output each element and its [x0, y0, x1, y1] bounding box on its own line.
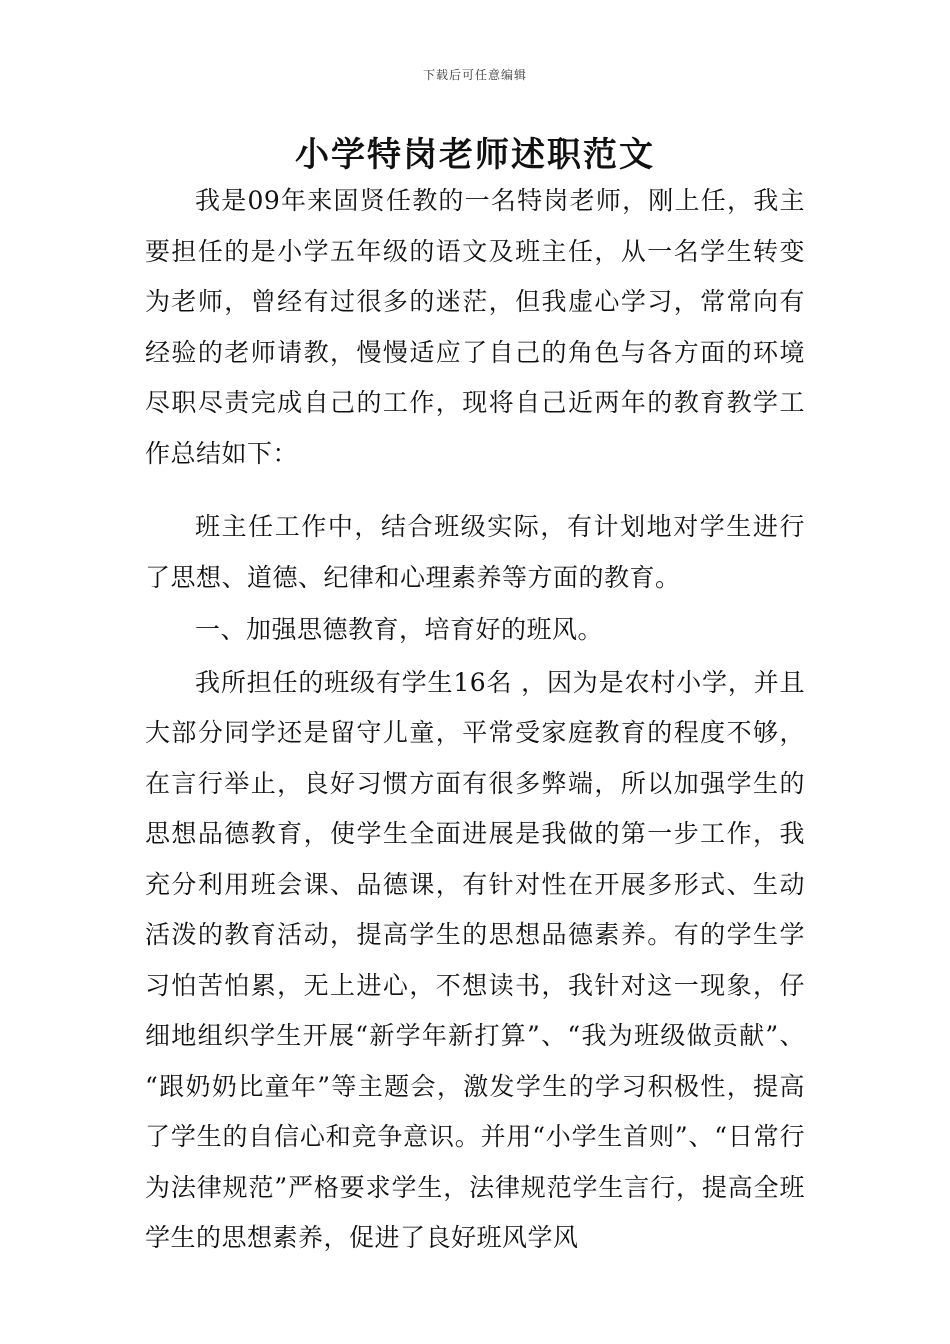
- section-heading-1: 一、加强思德教育，培育好的班风。: [195, 615, 604, 644]
- header-note: 下载后可任意编辑: [422, 68, 527, 82]
- paragraph-section-1: 我所担任的班级有学生16名 ，因为是农村小学，并且大部分同学还是留守儿童，平常受家庭教育的程度不够，在言行举止，良好习惯方面有很多弊端，所以加强学生的思想品德教育，使学生全面进展是我做的第一步工作，我充分利用班会课、品德课，有针对性在开展多形式、生动活泼的教育活动，提高学生的思想品德素养。有的学生学习怕苦怕累，无上进心，不想读书，我针对这一现象，仔细地组织学生开展“新学年新打算”、“我为班级做贡献”、 “跟奶奶比童年”等主题会，激发学生的学习积极性，提高了学生的自信心和竞争意识。并用“小学生首则”、“日常行为法律规范”严格要求学生，法律规范学生言行，提高全班学生的思想素养，促进了良好班风学风: [145, 667, 805, 1252]
- paragraph-class-work: 班主任工作中，结合班级实际，有计划地对学生进行了思想、道德、纪律和心理素养等方面的教育。: [145, 512, 805, 592]
- document-title: 小学特岗老师述职范文: [295, 135, 655, 175]
- paragraph-intro: 我是09年来固贤任教的一名特岗老师，刚上任，我主要担任的是小学五年级的语文及班主任，从一名学生转变为老师，曾经有过很多的迷茫，但我虚心学习，常常向有经验的老师请教，慢慢适应了自己的角色与各方面的环境尽职尽责完成自己的工作，现将自己近两年的教育教学工作总结如下：: [145, 186, 805, 468]
- document-body: [145, 176, 805, 1264]
